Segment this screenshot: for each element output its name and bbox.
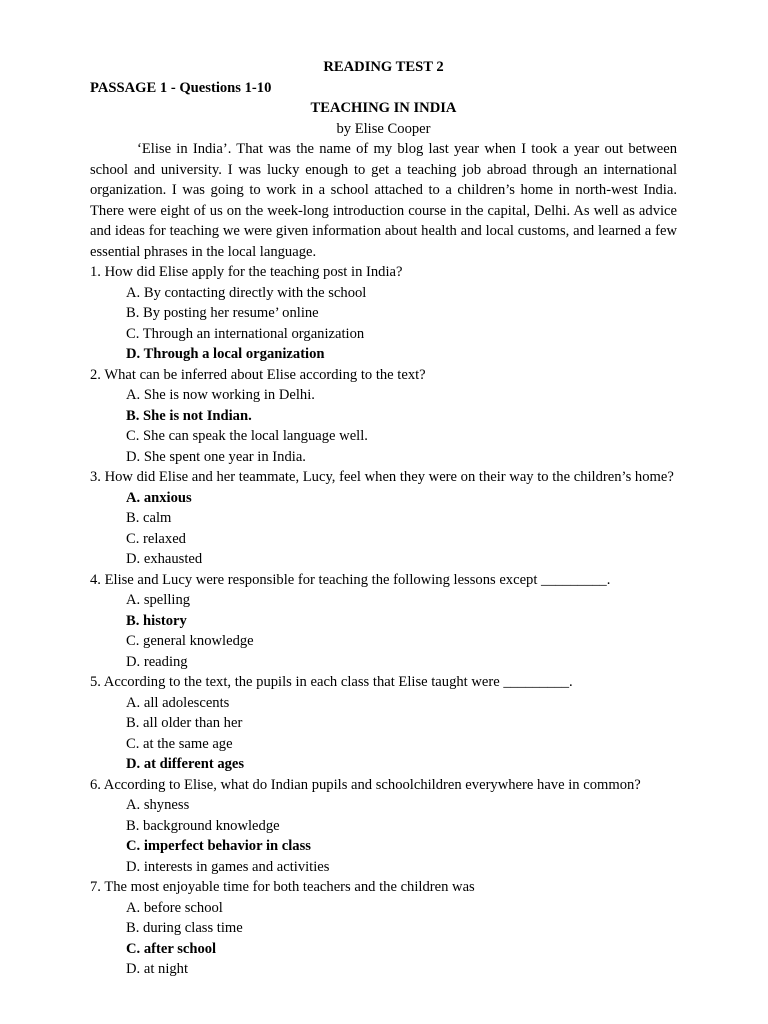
answer-option: A. spelling bbox=[126, 592, 191, 608]
answer-option: A. all adolescents bbox=[126, 694, 230, 711]
question-text: 1. How did Elise apply for the teaching post in India? bbox=[90, 264, 403, 280]
question-block bbox=[90, 877, 677, 980]
question-text: 7. The most enjoyable time for both teachers and the children was bbox=[90, 879, 475, 895]
question-text: 4. Elise and Lucy were responsible for teaching the following lessons except _________. bbox=[90, 571, 611, 588]
byline: by Elise Cooper bbox=[336, 120, 431, 137]
passage-paragraph: ‘Elise in India’. That was the name of my blog last year when I took a year out between school and university. I was lucky enough to get a teaching job abroad through an international organization. I was going to work in a school attached to a children’s home in north-west India. There were eight of us on the week-long introduction course in the capital, Delhi. As well as advice and ideas for teaching we were given information about health and local customs, and learned a few essential phrases in the local language. bbox=[90, 141, 677, 260]
question-text: 6. According to Elise, what do Indian pupils and schoolchildren everywhere have in common? bbox=[90, 776, 641, 793]
answer-option: C. at the same age bbox=[126, 735, 233, 752]
answer-option: A. before school bbox=[126, 899, 223, 916]
answer-option: D. at night bbox=[126, 961, 189, 977]
answer-option: A. shyness bbox=[126, 797, 190, 813]
question-block bbox=[90, 365, 677, 468]
document-page bbox=[90, 57, 677, 980]
answer-option-correct: A. anxious bbox=[126, 489, 192, 506]
question-block bbox=[90, 775, 677, 878]
question-block bbox=[90, 672, 677, 775]
passage-label: PASSAGE 1 - Questions 1-10 bbox=[90, 79, 272, 96]
question-block bbox=[90, 262, 677, 365]
question-text: 3. How did Elise and her teammate, Lucy, feel when they were on their way to the children’s home? bbox=[90, 469, 674, 485]
test-title: READING TEST 2 bbox=[323, 59, 444, 75]
answer-option-correct: B. She is not Indian. bbox=[126, 407, 252, 424]
answer-option: B. during class time bbox=[126, 920, 243, 936]
question-block bbox=[90, 467, 677, 570]
answer-option-correct: D. at different ages bbox=[126, 756, 245, 772]
answer-option: C. She can speak the local language well. bbox=[126, 428, 368, 444]
answer-option: C. Through an international organization bbox=[126, 325, 365, 342]
article-title: TEACHING IN INDIA bbox=[310, 100, 457, 116]
answer-option: A. She is now working in Delhi. bbox=[126, 387, 315, 403]
answer-option: C. general knowledge bbox=[126, 633, 254, 649]
answer-option: B. background knowledge bbox=[126, 817, 280, 834]
question-text: 2. What can be inferred about Elise according to the text? bbox=[90, 366, 426, 383]
answer-option: D. reading bbox=[126, 653, 188, 670]
answer-option-correct: C. imperfect behavior in class bbox=[126, 838, 311, 854]
answer-option: B. By posting her resume’ online bbox=[126, 305, 319, 321]
answer-option-correct: D. Through a local organization bbox=[126, 346, 325, 362]
question-list bbox=[90, 262, 677, 980]
answer-option: D. interests in games and activities bbox=[126, 858, 330, 875]
answer-option-correct: C. after school bbox=[126, 940, 217, 957]
answer-option: C. relaxed bbox=[126, 530, 186, 547]
answer-option: A. By contacting directly with the school bbox=[126, 284, 367, 301]
question-text: 5. According to the text, the pupils in each class that Elise taught were _________. bbox=[90, 674, 573, 690]
answer-option: D. exhausted bbox=[126, 551, 203, 567]
answer-option: B. all older than her bbox=[126, 715, 243, 731]
answer-option-correct: B. history bbox=[126, 612, 187, 629]
answer-option: D. She spent one year in India. bbox=[126, 448, 306, 465]
question-block bbox=[90, 570, 677, 673]
answer-option: B. calm bbox=[126, 510, 172, 526]
